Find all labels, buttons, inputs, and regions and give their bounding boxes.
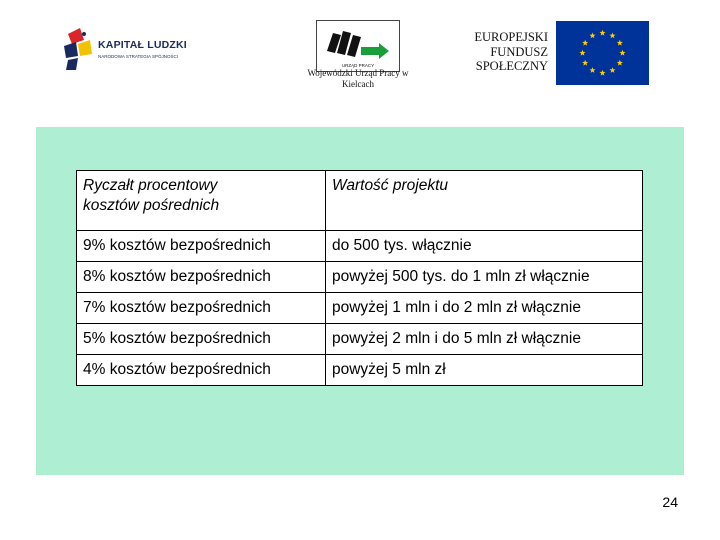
value-cell: powyżej 500 tys. do 1 mln zł włącznie [326,262,643,293]
table-row [77,262,643,293]
table-header-row [77,171,643,231]
value-cell: powyżej 2 mln i do 5 mln zł włącznie [326,324,643,355]
value-cell: powyżej 1 mln i do 2 mln zł włącznie [326,293,643,324]
table-row [77,293,643,324]
rate-cell: 5% kosztów bezpośrednich [77,324,326,355]
table-row [77,355,643,386]
kapital-ludzki-subtitle: NARODOWA STRATEGIA SPÓJNOŚCI [98,54,179,59]
kapital-ludzki-emblem-icon [62,28,98,72]
wup-emblem-icon [317,21,399,71]
rate-cell: 4% kosztów bezpośrednich [77,355,326,386]
value-cell: powyżej 5 mln zł [326,355,643,386]
rate-cell: 8% kosztów bezpośrednich [77,262,326,293]
wup-logo-caption: URZĄD PRACY [341,63,375,68]
efs-label [446,30,548,74]
efs-line-3: SPOŁECZNY [475,59,548,73]
table-row [77,231,643,262]
kapital-ludzki-logo [62,28,192,72]
efs-line-1: EUROPEJSKI [474,30,548,44]
wup-name: Wojewódzki Urząd Pracy w Kielcach [307,68,409,89]
header-rate-line-2: kosztów pośrednich [83,197,220,214]
table-row [77,324,643,355]
page-number: 24 [662,494,678,510]
eu-flag-icon [556,21,649,85]
value-cell: do 500 tys. włącznie [326,231,643,262]
header-cell-value: Wartość projektu [326,171,643,231]
header-cell-rate [77,171,326,231]
rate-cell: 7% kosztów bezpośrednich [77,293,326,324]
kapital-ludzki-title: KAPITAŁ LUDZKI [98,39,187,51]
header-rate-line-1: Ryczałt procentowy [83,177,218,194]
efs-line-2: FUNDUSZ [490,44,548,59]
rates-table [76,170,643,386]
rate-cell: 9% kosztów bezpośrednich [77,231,326,262]
wup-logo [316,20,400,72]
